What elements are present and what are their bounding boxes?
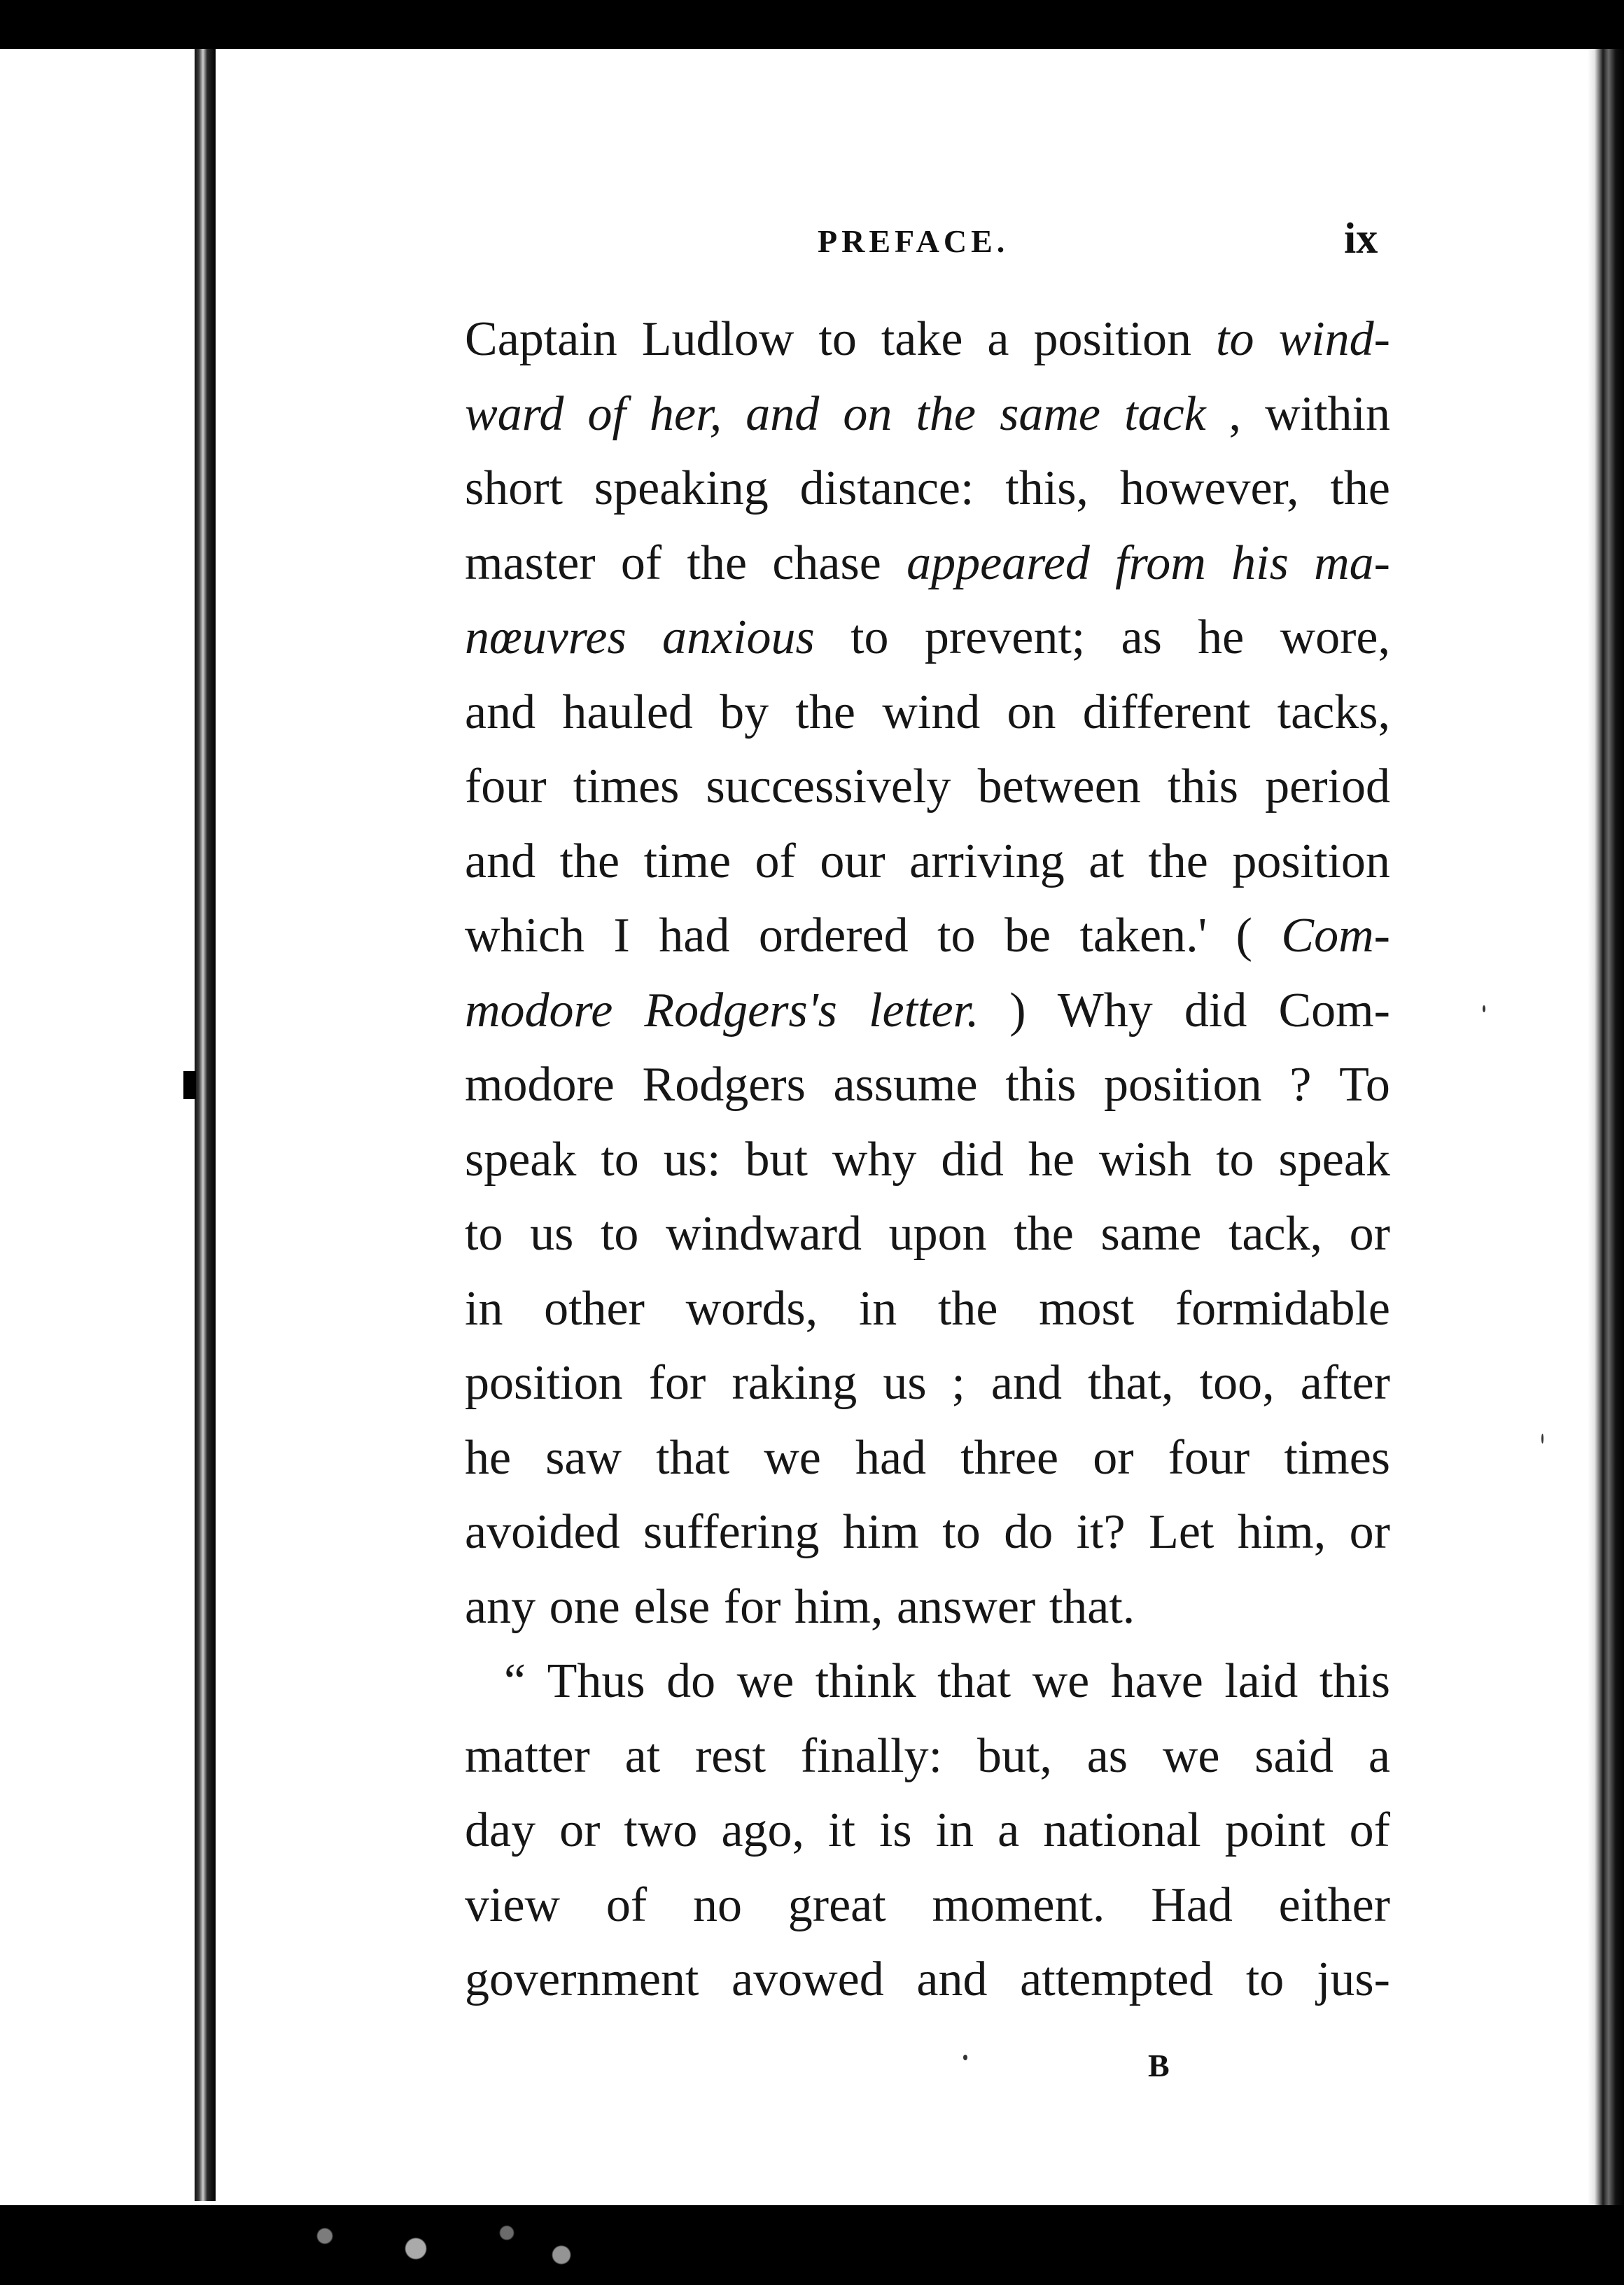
text-line (465, 1048, 1390, 1123)
word: had (659, 909, 730, 963)
word: distance: (799, 461, 974, 515)
facing-page-edge (0, 49, 195, 2201)
word: of (1349, 1803, 1390, 1857)
word: did (941, 1132, 1004, 1187)
word: words, (685, 1281, 818, 1336)
word: ? (1289, 1058, 1312, 1112)
word: either (1278, 1878, 1390, 1932)
word: time (643, 834, 732, 888)
word: but, (976, 1728, 1052, 1783)
word: period (1265, 760, 1390, 813)
text-line (465, 601, 1390, 676)
word: ) (1009, 983, 1026, 1037)
word: the (937, 1281, 998, 1336)
word: formidable (1175, 1281, 1390, 1336)
word: for (723, 1579, 781, 1634)
word: answer (896, 1579, 1036, 1634)
word: the (1148, 834, 1208, 888)
word: in (858, 1281, 897, 1336)
word: modore (465, 1058, 615, 1112)
page-fore-edge (1588, 49, 1624, 2219)
text-line (465, 1495, 1390, 1570)
word: tacks, (1277, 685, 1390, 739)
word: jus- (1316, 1952, 1390, 2006)
text-line (465, 1943, 1390, 2018)
word: by (720, 685, 769, 739)
word: wish (1098, 1132, 1192, 1187)
word: different (1082, 685, 1251, 739)
text-line (465, 1794, 1390, 1868)
word: or (1349, 1505, 1390, 1559)
word: to (600, 1207, 639, 1261)
word: Rodgers's (644, 983, 837, 1037)
word: him (842, 1505, 919, 1559)
text-line (465, 974, 1390, 1049)
word: three (960, 1430, 1059, 1485)
word: take (881, 312, 963, 366)
word: and (990, 1356, 1062, 1410)
word: short (465, 461, 563, 515)
word: that. (1049, 1579, 1135, 1634)
word: ; (951, 1356, 965, 1410)
word: avowed (732, 1952, 884, 2006)
word: at (624, 1728, 661, 1783)
word: as (1121, 610, 1162, 664)
word: ordered (758, 909, 909, 963)
word: did (1184, 983, 1247, 1037)
word: or (559, 1803, 601, 1857)
word: from (1115, 536, 1206, 590)
word: and (465, 834, 536, 888)
word: other (544, 1281, 645, 1336)
word: after (1300, 1356, 1390, 1410)
word: at (1088, 834, 1124, 888)
word: one (549, 1579, 620, 1634)
text-line (465, 676, 1390, 750)
text-line (465, 1868, 1390, 1943)
word: we (764, 1430, 821, 1485)
word: wore, (1280, 610, 1390, 664)
word: times (573, 760, 680, 813)
word: tack (1124, 386, 1206, 441)
word: said (1254, 1728, 1334, 1783)
word: ( (1236, 909, 1252, 963)
word: avoided (465, 1505, 620, 1559)
word: speaking (594, 461, 769, 515)
word: or (1093, 1430, 1134, 1485)
running-head: PREFACE. (818, 223, 1009, 259)
word: do (666, 1654, 716, 1708)
word: of (587, 386, 626, 441)
word: Captain (465, 312, 617, 366)
word: saw (545, 1430, 622, 1485)
word: the (1330, 461, 1390, 515)
word: wind- (1278, 312, 1390, 366)
word: master (465, 536, 596, 590)
word: view (465, 1878, 561, 1932)
word: within (1265, 386, 1390, 441)
signature-mark: B (1148, 2048, 1170, 2083)
word: national (1043, 1803, 1201, 1857)
word: moment. (932, 1878, 1105, 1932)
word: attempted (1020, 1952, 1214, 2006)
word: Rodgers (642, 1058, 806, 1112)
page-number: ix (1344, 215, 1378, 263)
word: position (465, 1356, 623, 1410)
word: to (1216, 1132, 1254, 1187)
word: to (1245, 1952, 1284, 2006)
word: but (745, 1132, 808, 1187)
word: the (795, 685, 855, 739)
word: we (1032, 1654, 1090, 1708)
word: four (1168, 1430, 1250, 1485)
word: nœuvres (465, 610, 626, 664)
word: him, (794, 1579, 883, 1634)
word: he (465, 1430, 512, 1485)
word: of (606, 1878, 648, 1932)
word: have (1110, 1654, 1203, 1708)
word: to (942, 1505, 981, 1559)
word: of (620, 536, 662, 590)
word: us (530, 1207, 574, 1261)
word: day (465, 1803, 536, 1857)
word: this (1005, 1058, 1077, 1112)
word: we (1162, 1728, 1220, 1783)
word: our (820, 834, 886, 888)
word: Com- (1278, 983, 1390, 1037)
word: ma- (1314, 536, 1390, 590)
word: Had (1151, 1878, 1233, 1932)
word: it (828, 1803, 855, 1857)
word: us: (663, 1132, 721, 1187)
word: he (1028, 1132, 1074, 1187)
body-text (465, 302, 1390, 2018)
word: that (656, 1430, 730, 1485)
word: ward (465, 386, 564, 441)
word: finally: (800, 1728, 943, 1783)
word: and (916, 1952, 988, 2006)
word: us (883, 1356, 927, 1410)
word: to (601, 1132, 639, 1187)
word: else (634, 1579, 710, 1634)
word: his (1231, 536, 1289, 590)
word: same (1000, 386, 1101, 441)
ink-speck (1483, 1005, 1485, 1012)
word: however, (1119, 461, 1299, 515)
word: speak (465, 1132, 577, 1187)
word: to (1216, 312, 1254, 366)
word: to (465, 1207, 503, 1261)
word: a (997, 1803, 1020, 1857)
word: laid (1224, 1654, 1298, 1708)
ink-speck (1541, 1434, 1544, 1444)
word: windward (666, 1207, 862, 1261)
word: I (613, 909, 630, 963)
word: four (465, 760, 547, 813)
word: anxious (662, 610, 815, 664)
word: Let (1149, 1505, 1214, 1559)
word: on (843, 386, 892, 441)
word: letter. (869, 983, 979, 1037)
text-line (465, 302, 1390, 377)
word: Why (1057, 983, 1153, 1037)
word: a (1368, 1728, 1390, 1783)
word: between (977, 760, 1141, 813)
text-line (465, 526, 1390, 601)
word: in (935, 1803, 974, 1857)
word: it? (1076, 1505, 1126, 1559)
text-line (465, 452, 1390, 526)
word: to (818, 312, 857, 366)
word: or (1349, 1207, 1390, 1261)
word: arriving (909, 834, 1065, 888)
word: be (1004, 909, 1051, 963)
text-line (465, 1123, 1390, 1198)
word: that (937, 1654, 1011, 1708)
word: hauled (562, 685, 693, 739)
text-line (465, 1272, 1390, 1347)
word: , (1228, 386, 1241, 441)
word: prevent; (924, 610, 1086, 664)
word: and (465, 685, 536, 739)
scan-debris (252, 2211, 616, 2274)
word: government (465, 1952, 699, 2006)
word: Ludlow (641, 312, 794, 366)
word: this, (1005, 461, 1088, 515)
word: “ (504, 1654, 526, 1708)
text-line (465, 1346, 1390, 1421)
word: most (1039, 1281, 1135, 1336)
word: point (1224, 1803, 1326, 1857)
word: for (648, 1356, 706, 1410)
word: taken.' (1079, 909, 1208, 963)
word: matter (465, 1728, 590, 1783)
word: same (1100, 1207, 1202, 1261)
word: great (788, 1878, 886, 1932)
word: times (1284, 1430, 1390, 1485)
word: To (1339, 1058, 1390, 1112)
word: do (1004, 1505, 1054, 1559)
word: and (746, 386, 820, 441)
word: the (687, 536, 748, 590)
scan-bottom-border (0, 2205, 1624, 2285)
word: had (855, 1430, 927, 1485)
word: is (878, 1803, 912, 1857)
word: rest (694, 1728, 766, 1783)
word: a (987, 312, 1009, 366)
word: in (465, 1281, 503, 1336)
text-line (465, 825, 1390, 900)
word: the (1014, 1207, 1074, 1261)
word: which (465, 909, 585, 963)
word: chase (772, 536, 881, 590)
scan-top-border (0, 0, 1624, 49)
book-gutter (195, 49, 216, 2201)
word: appeared (906, 536, 1090, 590)
word: upon (888, 1207, 987, 1261)
word: assume (833, 1058, 978, 1112)
word: successively (706, 760, 951, 813)
word: raking (732, 1356, 858, 1410)
word: position (1232, 834, 1390, 888)
ink-speck (963, 2055, 967, 2060)
word: to (937, 909, 976, 963)
word: Com- (1281, 909, 1390, 963)
word: as (1086, 1728, 1128, 1783)
text-line (465, 750, 1390, 825)
word: this (1319, 1654, 1390, 1708)
word: to (850, 610, 889, 664)
word: suffering (643, 1505, 820, 1559)
word: the (916, 386, 976, 441)
word: the (559, 834, 620, 888)
text-line (465, 899, 1390, 974)
text-line (465, 1421, 1390, 1496)
word: we (736, 1654, 794, 1708)
word: this (1167, 760, 1239, 813)
word: two (624, 1803, 698, 1857)
word: he (1198, 610, 1245, 664)
text-line (465, 1197, 1390, 1272)
text-line (465, 1719, 1390, 1794)
word: position (1104, 1058, 1262, 1112)
word: her, (650, 386, 722, 441)
word: think (815, 1654, 916, 1708)
word: him, (1237, 1505, 1326, 1559)
text-line (465, 1644, 1390, 1719)
word: position (1033, 312, 1192, 366)
word: speak (1278, 1132, 1390, 1187)
word: too, (1199, 1356, 1275, 1410)
word: of (755, 834, 796, 888)
word: wind (882, 685, 981, 739)
word: no (692, 1878, 742, 1932)
word: that, (1088, 1356, 1174, 1410)
word: on (1007, 685, 1056, 739)
text-line (465, 1570, 1390, 1645)
word: why (832, 1132, 917, 1187)
word: modore (465, 983, 613, 1037)
gutter-mark (183, 1071, 196, 1099)
text-line (465, 377, 1390, 452)
word: tack, (1228, 1207, 1323, 1261)
word: Thus (547, 1654, 645, 1708)
word: any (465, 1579, 536, 1634)
word: ago, (721, 1803, 805, 1857)
